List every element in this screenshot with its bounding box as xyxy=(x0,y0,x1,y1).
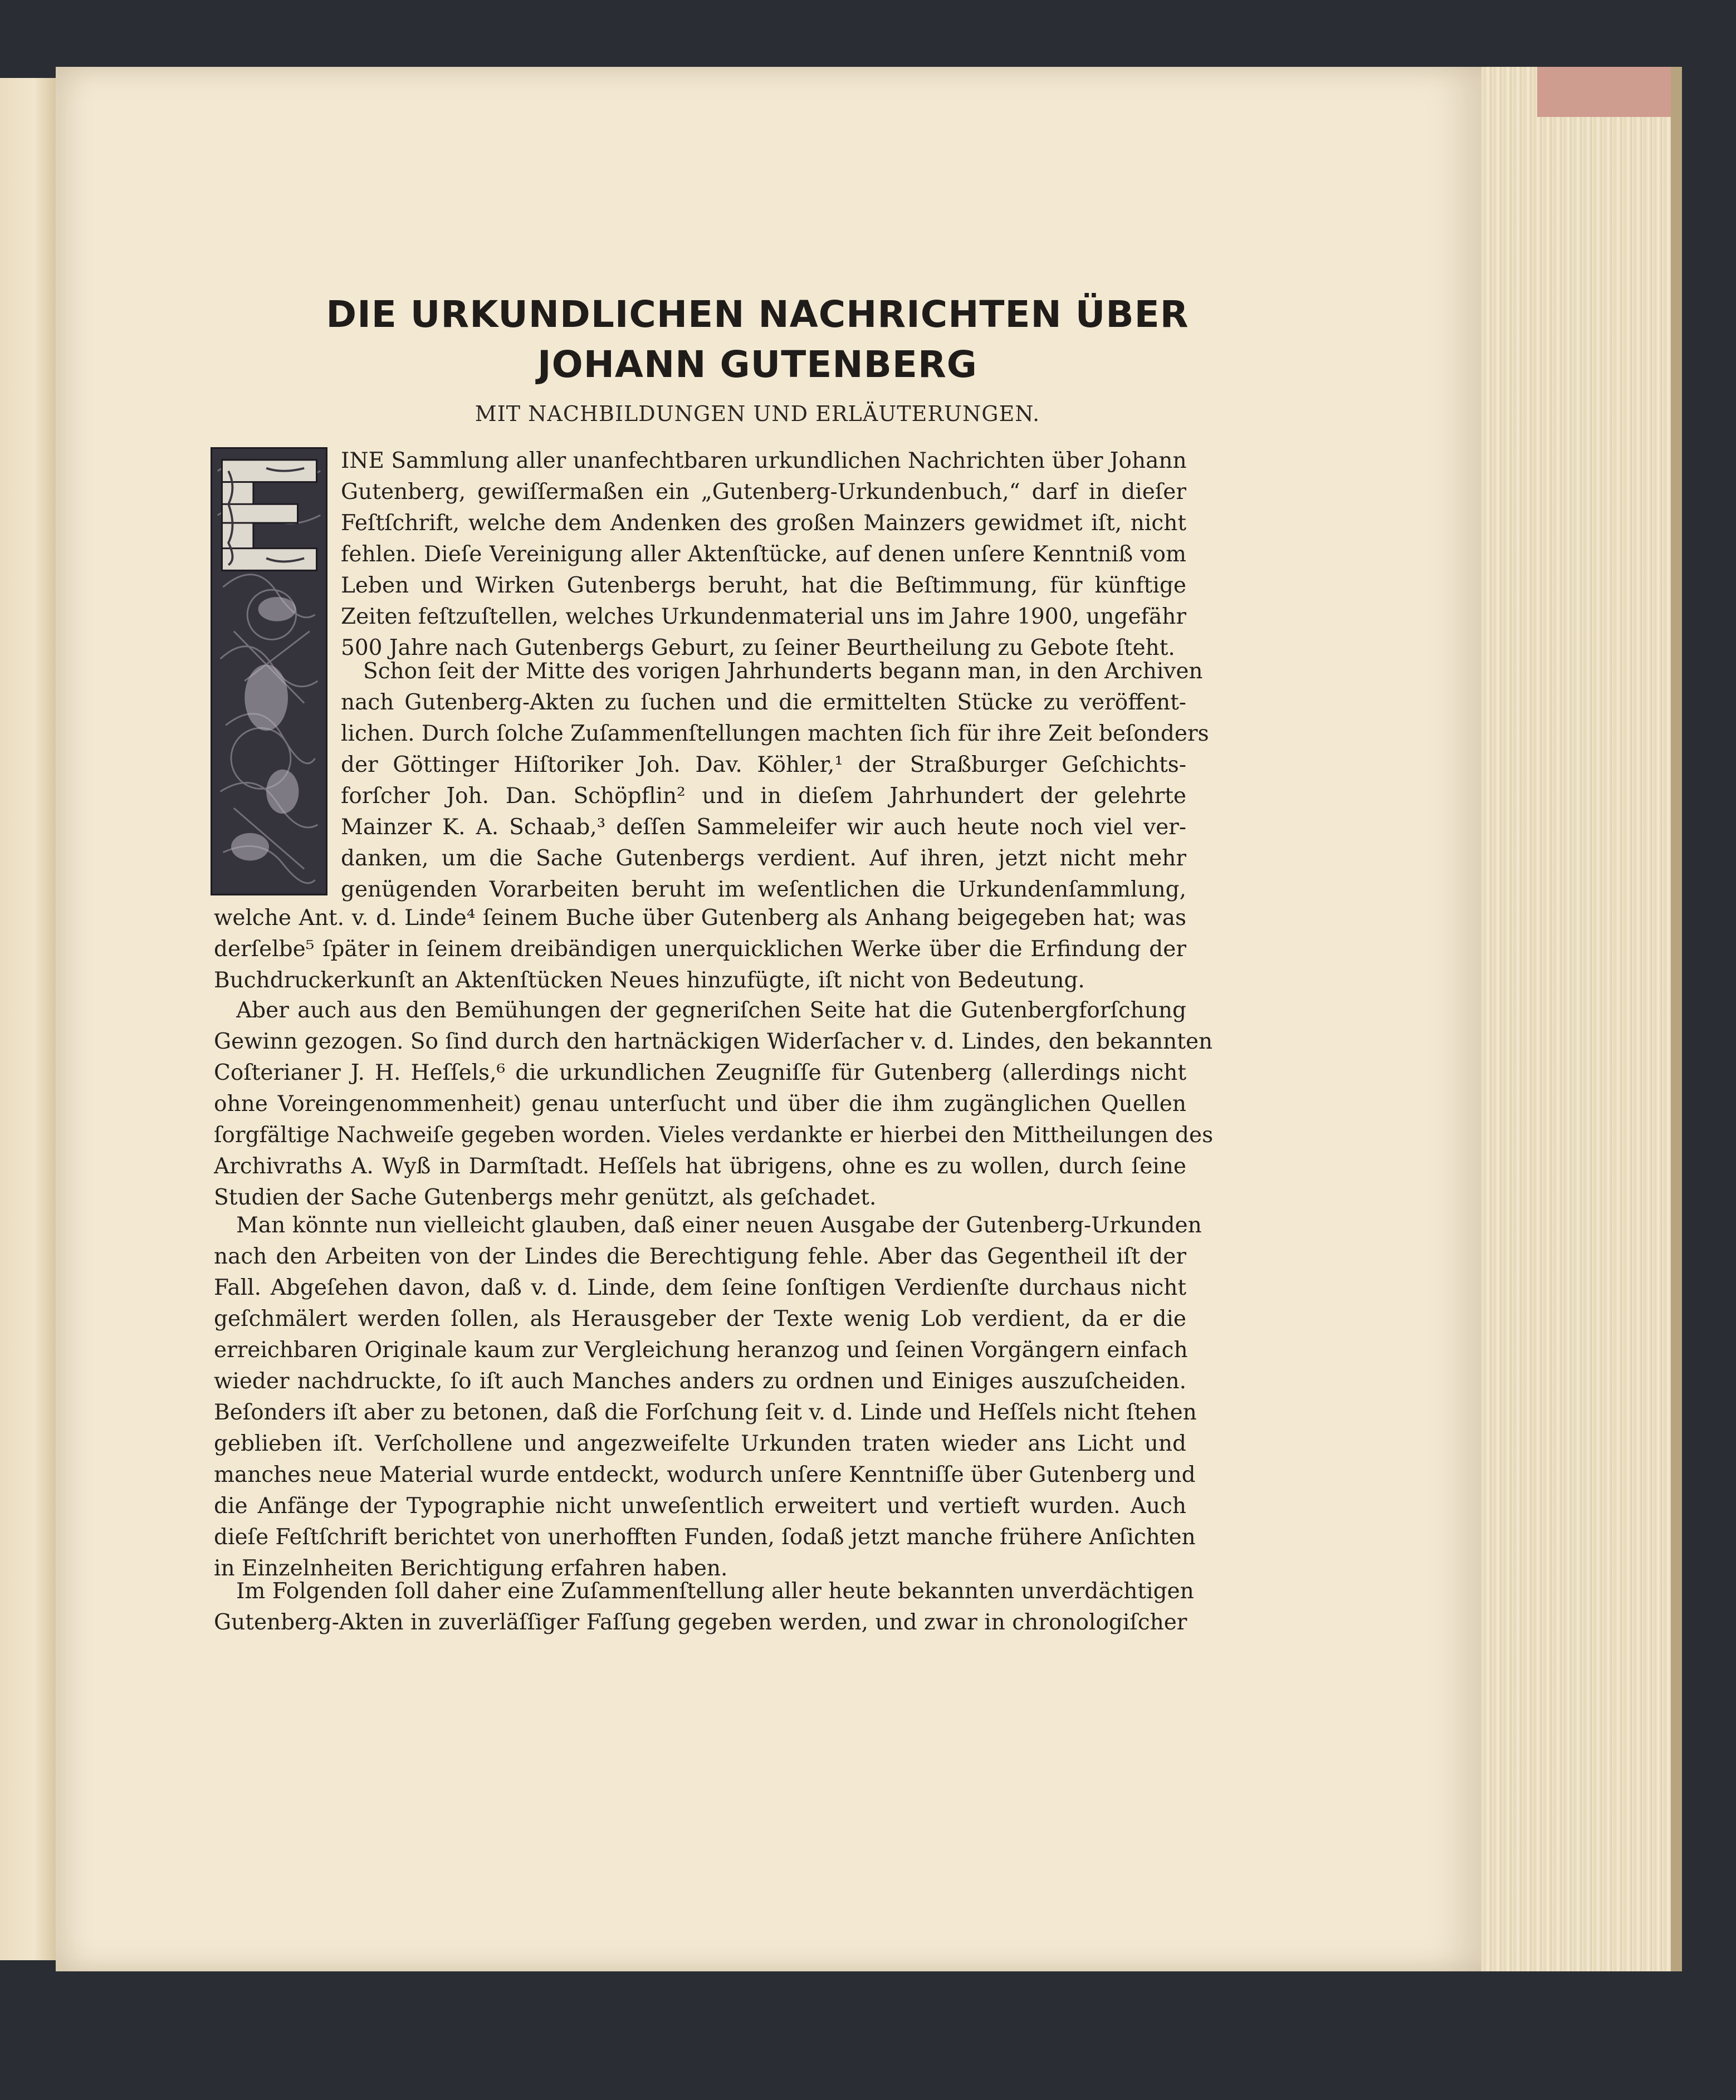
text-line: Gutenberg-Akten in zuverläſſiger Faſſung gegeben werden, und zwar in chronologiſcher xyxy=(214,1610,1187,1635)
text-line: Schon ſeit der Mitte des vorigen Jahrhunderts begann man, in den Archiven xyxy=(363,659,1203,684)
text-line: Coſterianer J. H. Heſſels,⁶ die urkundlichen Zeugniſſe für Gutenberg (allerdings nicht xyxy=(214,1060,1186,1085)
text-line: Mainzer K. A. Schaab,³ deſſen Sammeleifer wir auch heute noch viel ver- xyxy=(341,815,1186,840)
text-line: manches neue Material wurde entdeckt, wodurch unſere Kenntniſſe über Gutenberg und xyxy=(214,1462,1196,1487)
text-line: Beſonders iſt aber zu betonen, daß die Forſchung ſeit v. d. Linde und Heſſels nicht ſtehen xyxy=(214,1400,1197,1425)
text-line: Archivraths A. Wyß in Darmſtadt. Heſſels hat übrigens, ohne es zu wollen, durch ſeine xyxy=(214,1154,1186,1179)
text-line: erreichbaren Originale kaum zur Vergleichung heranzog und ſeinen Vorgängern einfach xyxy=(214,1338,1188,1363)
text-line: Aber auch aus den Bemühungen der gegneriſchen Seite hat die Gutenbergforſchung xyxy=(236,998,1186,1023)
paragraph-4 xyxy=(214,1210,1202,1584)
paragraph-3 xyxy=(214,995,1214,1213)
title-line-2: JOHANN GUTENBERG xyxy=(537,343,977,386)
text-line: ohne Voreingenommenheit) genau unterſucht und über die ihm zugänglichen Quellen xyxy=(214,1091,1186,1117)
text-line: Im Folgenden ſoll daher eine Zuſammenſtellung aller heute bekannten unverdächtigen xyxy=(236,1579,1194,1604)
text-line: forſcher Joh. Dan. Schöpflin² und in dieſem Jahrhundert der gelehrte xyxy=(341,784,1186,809)
paragraph-2-lower xyxy=(214,903,1186,996)
paragraph-5 xyxy=(214,1576,1194,1638)
text-line: Gewinn gezogen. So ſind durch den hartnäckigen Widerſacher v. d. Lindes, den bekannten xyxy=(214,1029,1213,1054)
text-line: Zeiten feſtzuſtellen, welches Urkundenmaterial uns im Jahre 1900, ungefähr xyxy=(341,604,1186,629)
text-line: Fall. Abgeſehen davon, daß v. d. Linde, dem ſeine ſonſtigen Verdienſte durchaus nicht xyxy=(214,1275,1186,1300)
page-fore-edge xyxy=(1481,67,1676,1971)
cover-edge xyxy=(1671,67,1682,1971)
text-line: geſchmälert werden ſollen, als Herausgeber der Texte wenig Lob verdient, da er die xyxy=(214,1306,1186,1332)
text-line: Studien der Sache Gutenbergs mehr genützt, als geſchadet. xyxy=(214,1185,877,1210)
text-line: die Anfänge der Typographie nicht unweſentlich erweitert und vertieft wurden. Auch xyxy=(214,1494,1186,1519)
text-line: welche Ant. v. d. Linde⁴ ſeinem Buche über Gutenberg als Anhang beigegeben hat; was xyxy=(214,905,1186,931)
text-line: der Göttinger Hiſtoriker Joh. Dav. Köhler,¹ der Straßburger Geſchichts- xyxy=(341,752,1186,777)
page-title xyxy=(212,290,1303,390)
previous-page-edge xyxy=(0,78,57,1960)
text-line: Leben und Wirken Gutenbergs beruht, hat die Beſtimmung, für künftige xyxy=(341,573,1186,598)
text-line: ſorgfältige Nachweiſe gegeben worden. Vieles verdankte er hierbei den Mittheilungen des xyxy=(214,1123,1214,1148)
text-line: Man könnte nun vielleicht glauben, daß einer neuen Ausgabe der Gutenberg-Urkunden xyxy=(236,1213,1202,1238)
page-subtitle: MIT NACHBILDUNGEN UND ERLÄUTERUNGEN. xyxy=(475,402,1040,426)
text-line: in Einzelnheiten Berichtigung erfahren haben. xyxy=(214,1556,728,1581)
text-line: genügenden Vorarbeiten beruht im weſentlichen die Urkundenſammlung, xyxy=(341,877,1186,902)
text-line: danken, um die Sache Gutenbergs verdient. Auf ihren, jetzt nicht mehr xyxy=(341,846,1186,871)
text-line: nach Gutenberg-Akten zu ſuchen und die ermittelten Stücke zu veröffent- xyxy=(341,690,1186,715)
paragraph-1 xyxy=(341,446,1186,664)
text-line: Gutenberg, gewiſſermaßen ein „Gutenberg-Urkundenbuch,“ darf in dieſer xyxy=(341,479,1186,505)
title-line-1: DIE URKUNDLICHEN NACHRICHTEN ÜBER xyxy=(326,293,1189,336)
text-line: Feſtſchrift, welche dem Andenken des großen Mainzers gewidmet iſt, nicht xyxy=(341,511,1186,536)
text-line: nach den Arbeiten von der Lindes die Berechtigung fehle. Aber das Gegentheil iſt der xyxy=(214,1244,1186,1269)
text-line: 500 Jahre nach Gutenbergs Geburt, zu ſeiner Beurtheilung zu Gebote ſteht. xyxy=(341,635,1175,660)
text-line: derſelbe⁵ ſpäter in ſeinem dreibändigen unerquicklichen Werke über die Erfindung der xyxy=(214,937,1186,962)
text-line: lichen. Durch ſolche Zuſammenſtellungen machten ſich für ihre Zeit beſonders xyxy=(341,721,1209,746)
text-line: dieſe Feſtſchrift berichtet von unerhofften Funden, ſodaß jetzt manche frühere Anſichten xyxy=(214,1525,1196,1550)
paragraph-2-upper xyxy=(341,656,1209,905)
dropcap-woodcut xyxy=(211,447,327,895)
red-edge-top xyxy=(1537,67,1671,117)
text-line: INE Sammlung aller unanfechtbaren urkundlichen Nachrichten über Johann xyxy=(341,448,1187,473)
text-line: wieder nachdruckte, ſo iſt auch Manches anders zu ordnen und Einiges auszuſcheiden. xyxy=(214,1369,1186,1394)
dropcap-e-icon xyxy=(212,449,326,894)
text-line: Buchdruckerkunſt an Aktenſtücken Neues hinzufügte, iſt nicht von Bedeutung. xyxy=(214,968,1085,993)
text-line: fehlen. Dieſe Vereinigung aller Aktenſtücke, auf denen unſere Kenntniß vom xyxy=(341,542,1186,567)
text-line: geblieben iſt. Verſchollene und angezweifelte Urkunden traten wieder ans Licht und xyxy=(214,1431,1186,1456)
